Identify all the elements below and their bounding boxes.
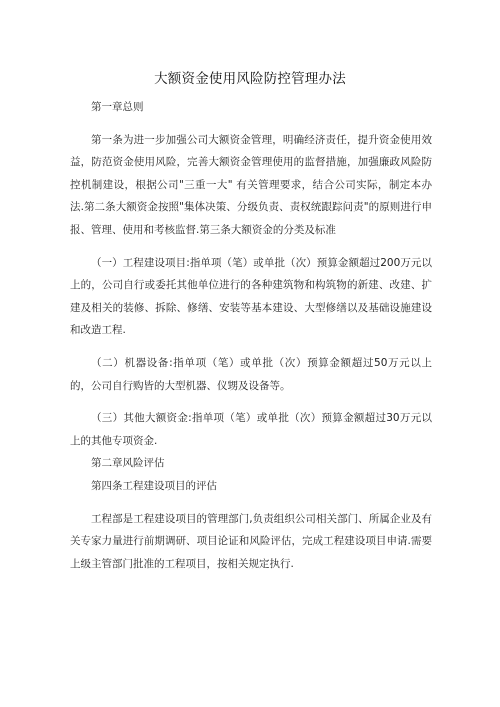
article-1-paragraph: 第一条为进一步加强公司大额资金管理，明确经济责任，提升资金使用效益，防范资金使用风险，完善大额资金管理使用的监督措施，加强廉政风险防控机制建设，根据公司"三重一大" 有关管理要求，结合公司实际，制定本办法.第二条大额资金按照"集体决策、分级负责、责权统跟踪问责"的原则进行申报、管理、使用和考核监督.第三条大额资金的分类及标准 bbox=[70, 133, 432, 236]
chapter-2-heading: 第二章风险评估 bbox=[91, 457, 165, 470]
category-item-3: （三）其他大额资金:指单项（笔）或单批（次）预算金额超过30万元以上的其他专项资金. bbox=[70, 412, 432, 447]
article-4-paragraph: 工程部是工程建设项目的管理部门,负责组织公司相关部门、所属企业及有关专家力量进行前期调研、项目论证和风险评估，完成工程建设项目申请.需要上级主管部门批准的工程项目，按相关规定执行. bbox=[70, 512, 432, 570]
document-title: 大额资金使用风险防控管理办法 bbox=[154, 71, 346, 87]
document-body bbox=[70, 96, 432, 575]
article-4-heading: 第四条工程建设项目的评估 bbox=[91, 479, 217, 492]
chapter-1-heading: 第一章总则 bbox=[91, 101, 144, 113]
category-item-2: （二）机器设备:指单项（笔）或单批（次）预算金额超过50万元以上的，公司自行购皆的大型机器、仪甥及设备等。 bbox=[70, 356, 432, 392]
category-item-1: （一）工程建设项目:指单项（笔）或单批（次）预算金额超过200万元以上的，公司自行或委托其他单位进行的各种建筑物和构筑物的新建、改建、扩建及相关的装修、拆除、修缮、安装等基本建设、大型修缮以及基础设施建设和改造工程. bbox=[70, 256, 432, 337]
